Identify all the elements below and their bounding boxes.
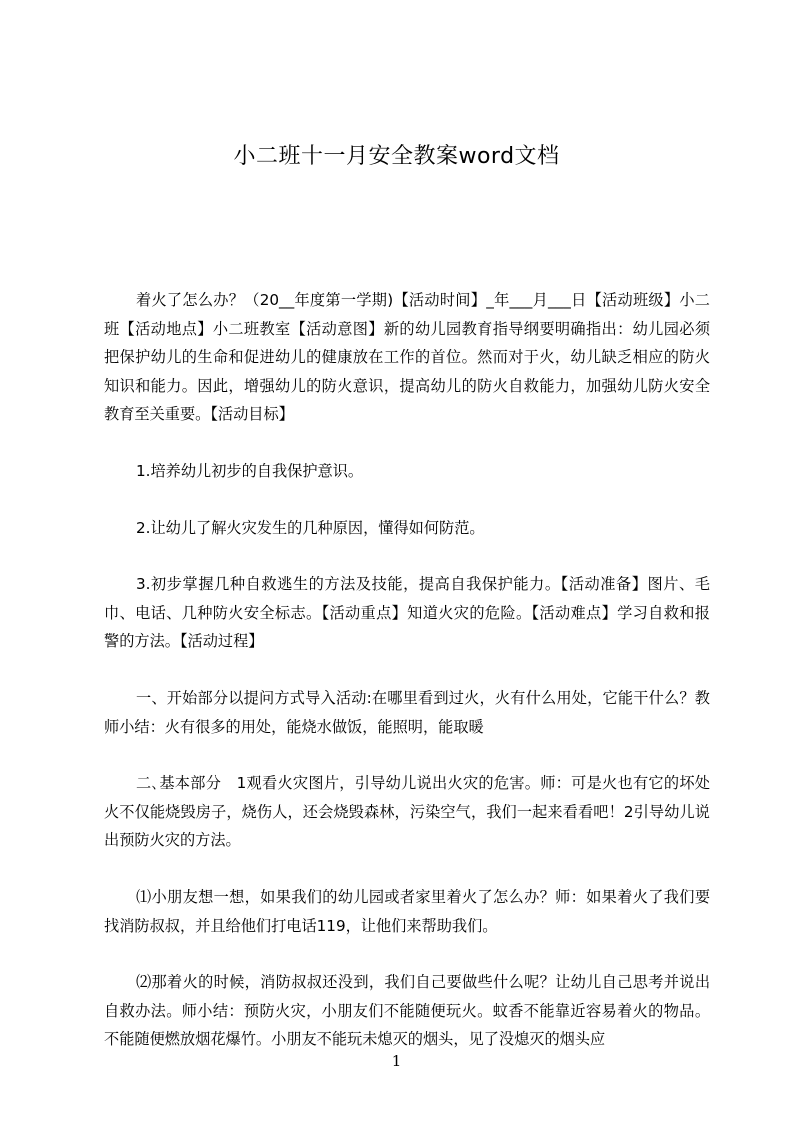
paragraph-step-1: ⑴小朋友想一想，如果我们的幼儿园或者家里着火了怎么办？师：如果着火了我们要找消防叔叔，并且给他们打电话119，让他们来帮助我们。 xyxy=(104,887,710,935)
paragraph-goal-2: 2.让幼儿了解火灾发生的几种原因，懂得如何防范。 xyxy=(136,518,485,537)
document-body xyxy=(104,286,710,1082)
paragraph-intro: 着火了怎么办？（20__年度第一学期)【活动时间】_年___月___日【活动班级】小二班【活动地点】小二班教室【活动意图】新的幼儿园教育指导纲要明确指出：幼儿园必须把保护幼儿的生命和促进幼儿的健康放在工作的首位。然而对于火，幼儿缺乏相应的防火知识和能力。因此，增强幼儿的防火意识，提高幼儿的防火自救能力，加强幼儿防火安全教育至关重要。【活动目标】 xyxy=(104,291,710,424)
document-title: 小二班十一月安全教案word文档 xyxy=(233,144,560,169)
paragraph-goal-3: 3.初步掌握几种自救逃生的方法及技能，提高自我保护能力。【活动准备】图片、毛巾、电话、几种防火安全标志。【活动重点】知道火灾的危险。【活动难点】学习自救和报警的方法。【活动过程】 xyxy=(104,575,710,651)
paragraph-step-2: ⑵那着火的时候，消防叔叔还没到，我们自己要做些什么呢？让幼儿自己思考并说出自救办法。师小结：预防火灾，小朋友们不能随便玩火。蚊香不能靠近容易着火的物品。不能随便燃放烟花爆竹。小朋友不能玩未熄灭的烟头，见了没熄灭的烟头应 xyxy=(104,973,710,1049)
page-number: 1 xyxy=(391,1052,402,1070)
paragraph-part-1: 一、开始部分以提问方式导入活动:在哪里看到过火，火有什么用处，它能干什么？教师小结：火有很多的用处，能烧水做饭，能照明，能取暖 xyxy=(104,688,710,736)
paragraph-goal-1: 1.培养幼儿初步的自我保护意识。 xyxy=(136,461,364,480)
paragraph-part-2: 二､基本部分 1观看火灾图片，引导幼儿说出火灾的危害。师：可是火也有它的坏处火不仅能烧毁房子，烧伤人，还会烧毁森林，污染空气，我们一起来看看吧！2引导幼儿说出预防火灾的方法。 xyxy=(104,774,710,850)
